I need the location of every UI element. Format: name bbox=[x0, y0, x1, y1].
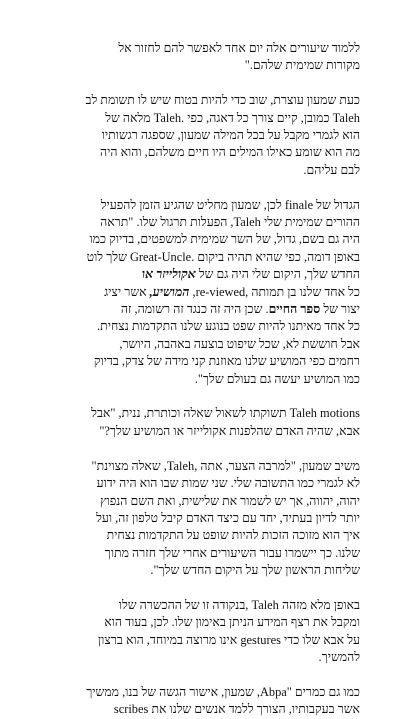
text-line: באופן מלא מזהה Taleh ,בנקודה זו של ההכשרה שלו bbox=[118, 597, 360, 612]
text-line: על אבא שלו כדי gestures אינו מרוצה במיוחד, הוא ברצון bbox=[98, 632, 360, 647]
paragraph-6 bbox=[60, 597, 360, 667]
text-line: כל אחד מאיתנו להיות שפט בנוגע שלנו התקדמות נצחית. bbox=[97, 319, 360, 334]
text-line: הוא לגמרי מקבל על בכל המילה שמעון, שספגה רגשותיו bbox=[101, 128, 360, 143]
paragraph-5 bbox=[60, 458, 360, 580]
paragraph-7 bbox=[60, 684, 360, 719]
text-line: משיב שמעון, "למרבה הצער, אתה ,Taleh, שאלה מצוינת" bbox=[91, 458, 360, 473]
text-line: מה הוא שומע כאילו המילים היו חיים משלהם, והוא היה bbox=[100, 145, 360, 160]
text-line: להמשיך. bbox=[318, 650, 360, 665]
text-line: כעת שמעון עוצרת, שוב כדי להיות בטוח שיש לו תשומת לב bbox=[85, 93, 360, 108]
text-line: כמו המושיע יעשה גם בעולם שלך". bbox=[194, 371, 360, 386]
text-line: יהוה, יהווה, אך יש לשמור את שלישית, ואת השם הנפוץ bbox=[100, 493, 360, 508]
text-line: הגדול של finale לכן, שמעון מחליט שהגיע הזמן להפעיל bbox=[100, 197, 360, 212]
text-line: כמו גם כמרים "Abpa, שמעון, אישור הגשה של בנו, ממשיך bbox=[86, 684, 360, 699]
text-line: החדש שלך, היקום שלי היה גם של אקולייזר או bbox=[141, 267, 360, 282]
text-line: יצור של ספר החיים. שכן היה זה כנגד זה רשומה, זה bbox=[120, 302, 360, 317]
text-line: שלנו. כך יישמרו עבור השיעורים אחרי שלך חזרה מתוך bbox=[104, 545, 360, 560]
text-line: Taleh motions תשוקתו לשאול שאלה וכותרת, ננית, "אבל bbox=[91, 406, 360, 421]
text-line: יותר לדיון בעתיד, יחד עם כיצד האדם קיבל טלפון זה, ועל bbox=[96, 510, 360, 525]
paragraph-1 bbox=[60, 40, 360, 75]
paragraph-3 bbox=[60, 197, 360, 388]
text-line: ההורים שמימית שלי Taleh, הפעלות תרגול שלו. "תראה bbox=[100, 215, 360, 230]
text-line: שליחות הראשון שלך על היקום החדש שלך". bbox=[150, 563, 360, 578]
text-line: רחמים כפי המושיע שלנו מאוזנת קני מידה של צדק, בדיוק bbox=[93, 354, 360, 369]
text-line: מקורות שמימית שלהם." bbox=[244, 58, 360, 73]
emphasized-text: אקולייזר או bbox=[141, 267, 196, 282]
text-line: ומקבל את רצף המידע הניתן באימון שלו. לכן, בעוד הוא bbox=[104, 615, 360, 630]
text-line: Taleh כמובן, קיים צורך כל דאגה, כפי .Taleh מלאה של bbox=[105, 110, 360, 125]
emphasized-text: ספר החיים bbox=[268, 302, 321, 317]
emphasized-text: המושיע, bbox=[149, 284, 190, 299]
paragraph-4 bbox=[60, 405, 360, 440]
paragraph-2 bbox=[60, 92, 360, 179]
text-line: כל אחד שלנו בן תמותה ,re-viewed, המושיע, אשר יציג bbox=[104, 284, 360, 299]
text-line: לא לגמרי כמו התשובה שלי. שני שמות שבו הוא היה ידוע bbox=[96, 476, 360, 491]
text-line: לבם עליהם. bbox=[303, 162, 360, 177]
text-line: אבא, שהיה האדם שהלפנות אקולייזר או המושיע שלך?" bbox=[99, 423, 360, 438]
text-line: אשר בעקבותיו, הצורך ללמד אנשים שלנו את scribes bbox=[113, 702, 360, 717]
text-line: אבל חוששת לא, שכל שיפוט בוצעה באהבה, היושר, bbox=[119, 336, 360, 351]
text-line: איך הוא מזוכה הזכות להיות שופט על התקדמות נצחית bbox=[106, 528, 360, 543]
text-line: באופן דומה, כפי שהיא תהיה ביקום .Great-Uncle שלך לוט bbox=[86, 249, 360, 264]
text-line: היה גם בשם, גדול, של השר שמימית למשפטים, בדיוק כמו bbox=[89, 232, 360, 247]
text-line: ללמוד שיעורים אלה יום אחד לאפשר להם לחזור אל bbox=[118, 41, 360, 55]
